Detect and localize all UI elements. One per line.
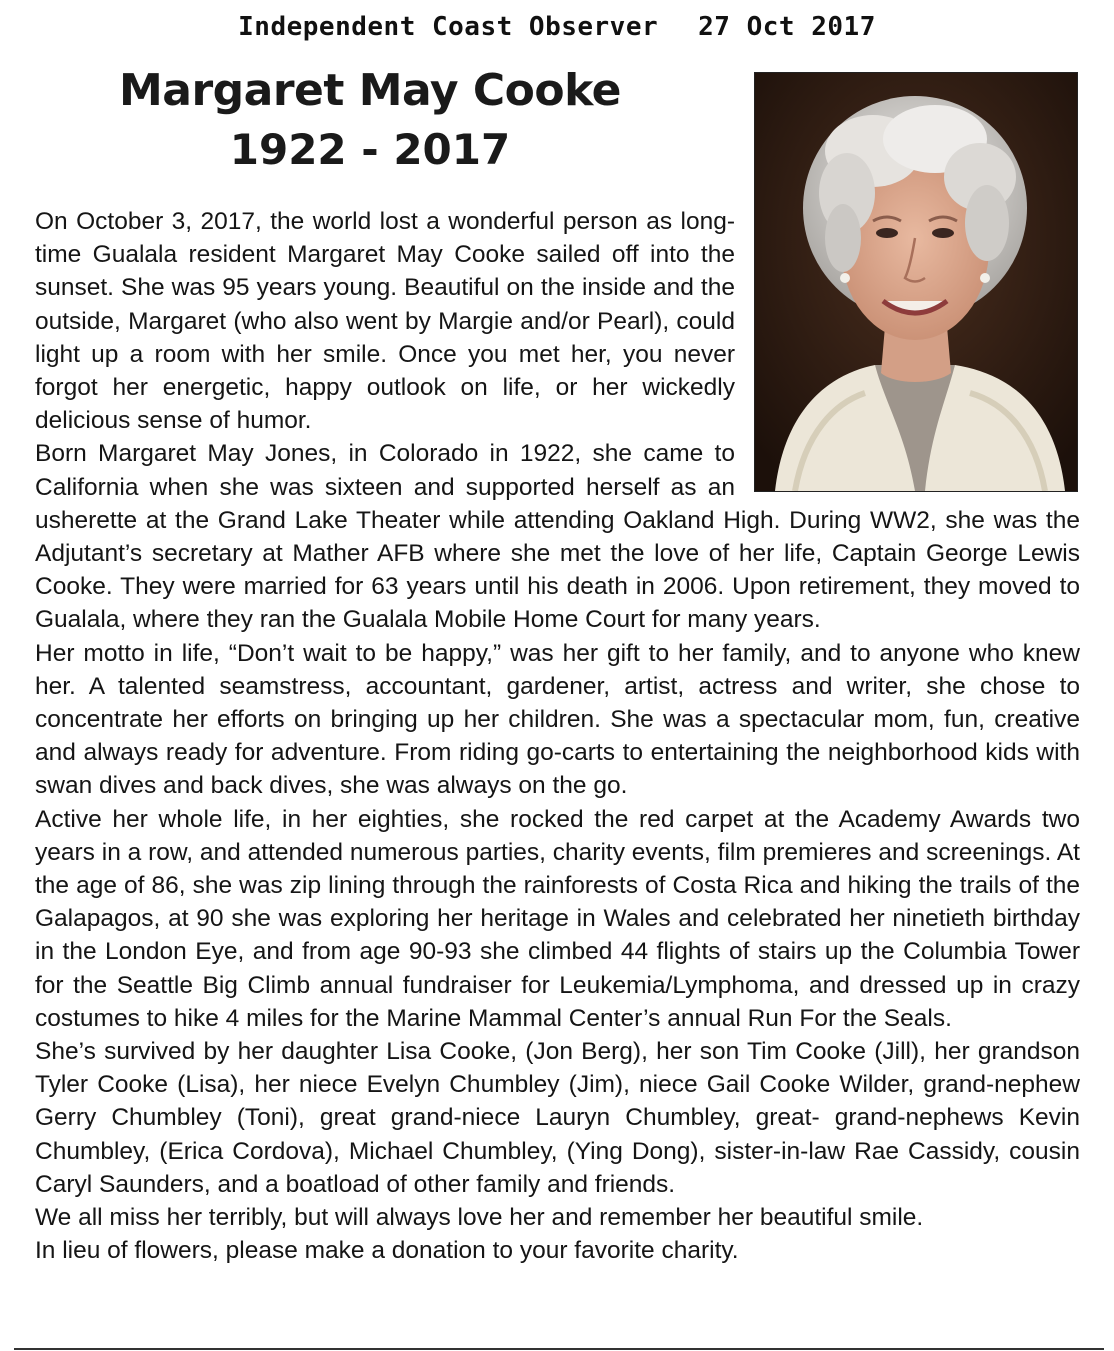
article-paragraph: In lieu of flowers, please make a donation to your favorite charity. bbox=[35, 1237, 739, 1265]
masthead bbox=[0, 12, 1114, 42]
article-paragraph: Born Margaret May Jones, in Colorado in 1922, she came to California when she was sixteen and supported herself as an usherette at the Grand Lake Theater while attending Oakland High. During WW2, she was the Adjutant’s secretary at Mather AFB where she met the love of her life, Captain George Lewis Cooke. They were married for 63 years until his death in 2006. Upon retirement, they moved to Gualala, where they ran the Gualala Mobile Home Court for many years. bbox=[35, 440, 1080, 634]
obituary-article bbox=[35, 205, 1080, 1268]
article-paragraph: We all miss her terribly, but will always love her and remember her beautiful smile. bbox=[35, 1204, 924, 1232]
obituary-heading bbox=[40, 62, 700, 180]
article-paragraph: Her motto in life, “Don’t wait to be happy,” was her gift to her family, and to anyone who knew her. A talented seamstress, accountant, gardener, artist, actress and writer, she chose to concentrate her efforts on bringing up her children. She was a spectacular mom, fun, creative and always ready for adventure. From riding go-carts to entertaining the neighborhood kids with swan dives and back dives, she was always on the go. bbox=[35, 639, 1080, 800]
publication-name: Independent Coast Observer bbox=[238, 12, 659, 42]
publication-date: 27 Oct 2017 bbox=[698, 12, 876, 42]
obituary-years: 1922 - 2017 bbox=[229, 125, 511, 174]
article-paragraph: She’s survived by her daughter Lisa Cooke, (Jon Berg), her son Tim Cooke (Jill), her grandson Tyler Cooke (Lisa), her niece Evelyn Chumbley (Jim), niece Gail Cooke Wilder, grand-nephew Gerry Chumbley (Toni), great grand-niece Lauryn Chumbley, great- grand-nephews Kevin Chumbley, (Erica Cordova), Michael Chumbley, (Ying Dong), sister-in-law Rae Cassidy, cousin Caryl Saunders, and a boatload of other family and friends. bbox=[35, 1038, 1080, 1198]
article-paragraph: On October 3, 2017, the world lost a wonderful person as long-time Gualala resident Margaret May Cooke sailed off into the sunset. She was 95 years young. Beautiful on the inside and the outside, Margaret (who also went by Margie and/or Pearl), could light up a room with her smile. Once you met her, you never forgot her energetic, happy outlook on life, or her wickedly delicious sense of humor. bbox=[35, 208, 735, 435]
article-paragraph: Active her whole life, in her eighties, she rocked the red carpet at the Academy Awards two years in a row, and attended numerous parties, charity events, film premieres and screenings. At the age of 86, she was zip lining through the rainforests of Costa Rica and hiking the trails of the Galapagos, at 90 she was exploring her heritage in Wales and celebrated her ninetieth birthday in the London Eye, and from age 90-93 she climbed 44 flights of stairs up the Columbia Tower for the Seattle Big Climb annual fundraiser for Leukemia/Lymphoma, and dressed up in crazy costumes to hike 4 miles for the Marine Mammal Center’s annual Run For the Seals. bbox=[35, 805, 1080, 1032]
bottom-divider bbox=[14, 1348, 1104, 1350]
photo-spacer bbox=[735, 205, 1080, 497]
obituary-name: Margaret May Cooke bbox=[118, 65, 622, 116]
